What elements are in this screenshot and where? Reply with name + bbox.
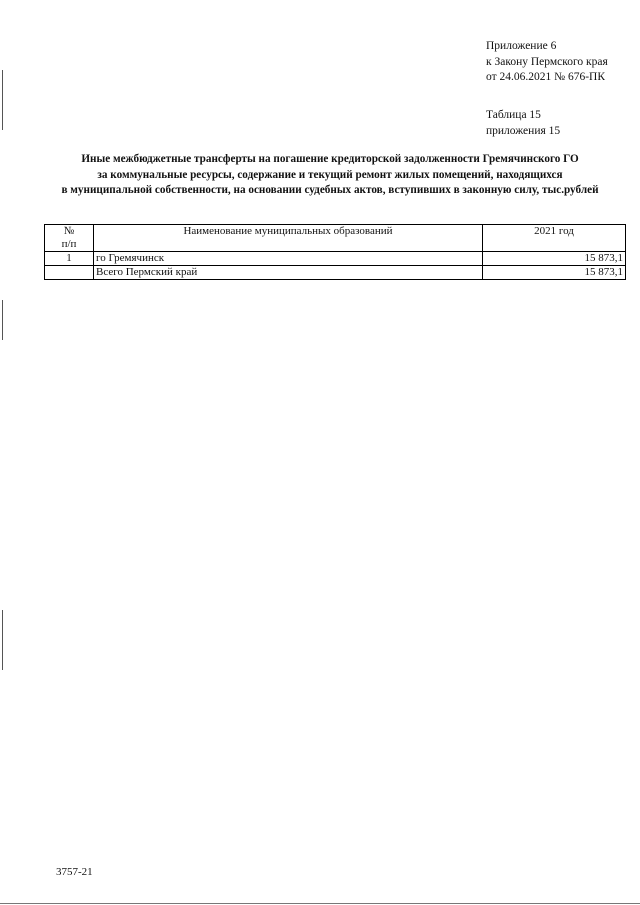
table-ref-line: приложения 15 [486,124,561,137]
header-number [45,225,94,252]
row-name: го Гремячинск [94,252,483,266]
scan-margin-mark [2,300,3,340]
appendix-note [486,39,608,86]
table-reference [486,108,560,139]
header-number-sign: № [63,225,75,237]
row-name: Всего Пермский край [94,266,483,280]
row-value: 15 873,1 [483,266,626,280]
document-number: 3757-21 [56,866,93,878]
header-year: 2021 год [483,225,626,252]
appendix-line: к Закону Пермского края [486,55,608,68]
row-value: 15 873,1 [483,252,626,266]
table-row-total [45,266,626,280]
page-bottom-edge [0,903,640,904]
row-number [45,266,94,280]
table-header-row [45,225,626,252]
transfers-table [44,224,626,280]
scan-margin-mark [2,70,3,130]
title-line: за коммунальные ресурсы, содержание и текущий ремонт жилых помещений, находящихся [97,168,563,181]
scan-margin-mark [2,610,3,670]
table-ref-line: Таблица 15 [486,109,541,121]
table-row [45,252,626,266]
header-number-abbr: п/п [61,238,77,250]
document-title [40,152,620,199]
header-name: Наименование муниципальных образований [94,225,483,252]
title-line: Иные межбюджетные трансферты на погашение кредиторской задолженности Гремячинского ГО [81,153,579,165]
title-line: в муниципальной собственности, на основании судебных актов, вступивших в законную силу, тыс.рублей [61,184,599,196]
row-number: 1 [45,252,94,266]
appendix-line: Приложение 6 [486,40,557,52]
appendix-line: от 24.06.2021 № 676-ПК [486,71,606,83]
